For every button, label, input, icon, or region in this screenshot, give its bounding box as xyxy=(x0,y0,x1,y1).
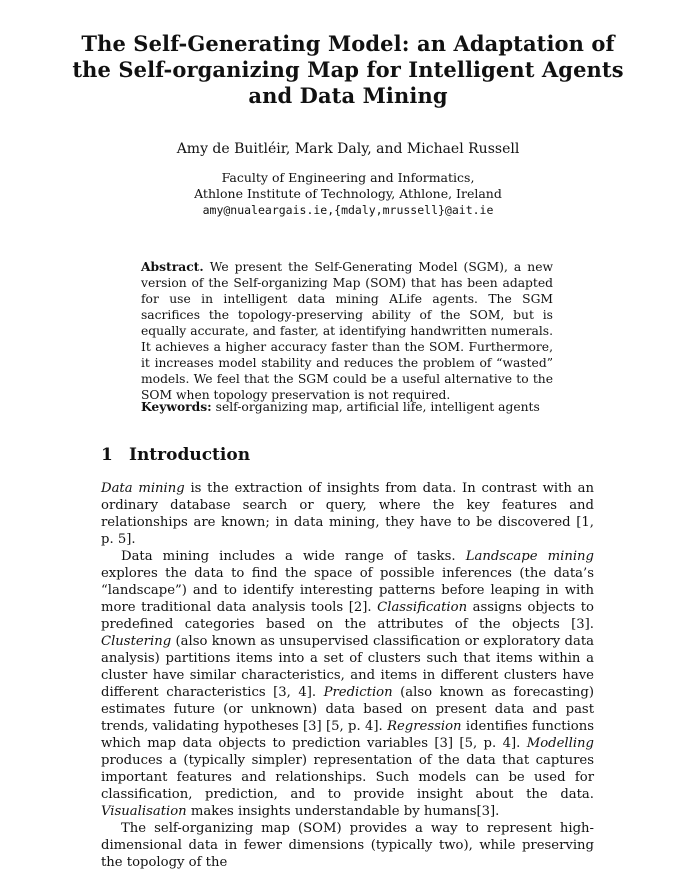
emphasized-term: Visualisation xyxy=(101,804,187,819)
keywords-label: Keywords: xyxy=(141,399,212,414)
author-emails: amy@nualeargais.ie,{mdaly,mrussell}@ait.ie xyxy=(202,203,494,217)
affiliation-line: Athlone Institute of Technology, Athlone, Ireland xyxy=(194,186,502,201)
emphasized-term: Clustering xyxy=(101,634,172,649)
abstract-label: Abstract. xyxy=(141,259,204,274)
section-number: 1 xyxy=(101,445,113,465)
title-line: The Self-Generating Model: an Adaptation of xyxy=(81,31,615,56)
emphasized-term: Data mining xyxy=(101,481,185,496)
emphasized-term: Prediction xyxy=(323,685,393,700)
emphasized-term: Modelling xyxy=(526,736,594,751)
paragraph xyxy=(101,548,594,820)
affiliation-line: Faculty of Engineering and Informatics, xyxy=(221,170,475,185)
paragraph-text: assigns objects to predefined categories based on the attributes of the objects [3]. xyxy=(101,600,594,632)
section-heading xyxy=(101,444,250,466)
keywords xyxy=(141,399,561,415)
paragraph-text: (also known as unsupervised classification or exploratory data analysis) partitions items into a set of clusters such that items within a cluster have similar characteristics, and items in different clusters have different characteristics [3, 4]. xyxy=(101,634,594,700)
paragraph-text: identifies functions which map data objects to prediction variables [3] [5, p. 4]. xyxy=(101,719,594,751)
affiliation xyxy=(60,170,636,218)
paragraph xyxy=(101,480,594,548)
paragraph-text: Data mining includes a wide range of tasks. xyxy=(121,549,466,564)
paragraph-text: (also known as forecasting) estimates future (or unknown) data based on present data and past trends, validating hypotheses [3] [5, p. 4]. xyxy=(101,685,594,734)
author-list: Amy de Buitléir, Mark Daly, and Michael Russell xyxy=(176,141,520,157)
paper-title xyxy=(60,31,636,109)
paragraph-text: produces a (typically simpler) representation of the data that captures important features and relationships. Such models can be used for classification, prediction, and to provide insight about the data. xyxy=(101,753,594,802)
abstract xyxy=(141,259,553,403)
paragraph-text: The self-organizing map (SOM) provides a way to represent high-dimensional data in fewer dimensions (typically two), while preserving the topology of the xyxy=(101,821,594,870)
section-title: Introduction xyxy=(129,445,251,465)
title-line: and Data Mining xyxy=(248,83,448,108)
emphasized-term: Landscape mining xyxy=(465,549,594,564)
abstract-text: We present the Self-Generating Model (SGM), a new version of the Self-organizing Map (SOM) that has been adapted for use in intelligent data mining ALife agents. The SGM sacrifices the topology-preserving ability of the SOM, but is equally accurate, and faster, at identifying handwritten numerals. It achieves a higher accuracy faster than the SOM. Furthermore, it increases model stability and reduces the problem of “wasted” models. We feel that the SGM could be a useful alternative to the SOM when topology preservation is not required. xyxy=(141,260,553,402)
keywords-text: self-organizing map, artificial life, intelligent agents xyxy=(215,400,540,414)
paragraph-text: explores the data to find the space of possible inferences (the data’s “landscape”) and to identify interesting patterns before leaping in with more traditional data analysis tools [2]. xyxy=(101,566,594,615)
body-text xyxy=(101,480,594,871)
paragraph-text: makes insights understandable by humans[3]. xyxy=(186,804,500,819)
emphasized-term: Regression xyxy=(387,719,462,734)
paragraph xyxy=(101,820,594,871)
paragraph-text: is the extraction of insights from data. In contrast with an ordinary database search or query, where the key features and relationships are known; in data mining, they have to be discovered [1, p. 5]. xyxy=(101,481,594,547)
emphasized-term: Classification xyxy=(377,600,468,615)
title-line: the Self-organizing Map for Intelligent Agents xyxy=(72,57,624,82)
